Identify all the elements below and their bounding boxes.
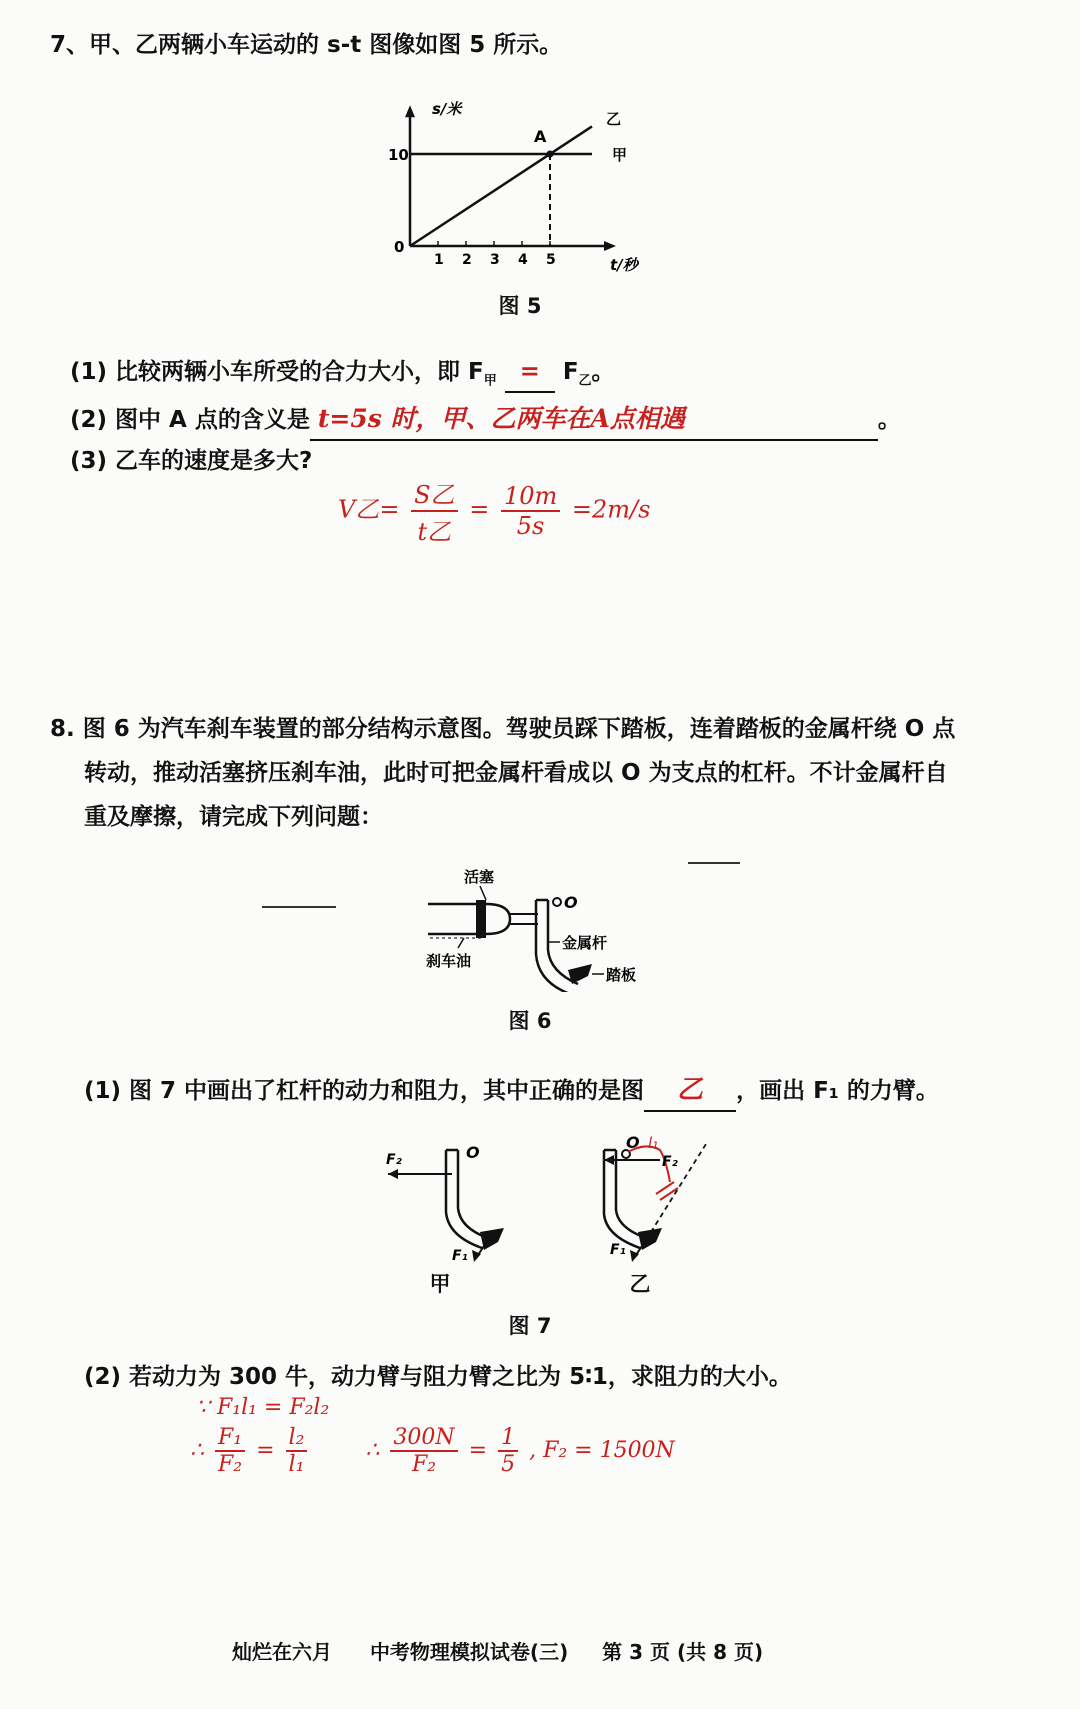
label-o: O	[466, 1143, 480, 1162]
q7-sub2-answer: t=5s 时，甲、乙两车在A点相遇	[317, 404, 685, 433]
ans-frac-1-num: S乙	[411, 475, 457, 512]
figure7-caption: 图 7	[508, 1314, 552, 1338]
ans-frac-l-den: l₁	[288, 1452, 305, 1477]
rod-right-edge	[616, 1150, 646, 1238]
ans-eq1: =	[469, 495, 490, 524]
label-l1: l₁	[648, 1134, 659, 1152]
ans-frac-1	[411, 475, 457, 547]
ans-therefore-2: ∴	[365, 1438, 380, 1463]
footer	[232, 1636, 763, 1665]
q7-sub1-sub-a: 甲	[483, 373, 497, 389]
q7-sub1-prefix: (1) 比较两辆小车所受的合力大小，即 F	[70, 359, 484, 385]
point-a-marker	[547, 151, 554, 158]
q7-sub1	[70, 352, 615, 393]
stray-dash-left	[262, 906, 336, 908]
stray-dash-right	[688, 862, 740, 864]
ans-frac-ratio-den: 5	[501, 1452, 516, 1477]
q7-sub2-blank[interactable]	[310, 400, 878, 441]
x-tick-label: 1	[434, 252, 444, 268]
series-line-yi	[410, 126, 592, 246]
figure7-left-caption: 甲	[429, 1272, 451, 1296]
q7-sub3-answer	[338, 475, 650, 547]
q7-sub2-prefix: (2) 图中 A 点的含义是	[70, 407, 310, 433]
label-f1: F₁	[610, 1242, 626, 1258]
q7-stem: 7、甲、乙两辆小车运动的 s-t 图像如图 5 所示。	[50, 32, 563, 58]
figure7-right-diagram	[600, 1130, 750, 1270]
x-tick-label: 2	[462, 252, 472, 268]
ans-frac-l-num: l₂	[286, 1425, 308, 1452]
ans-frac-300-den: F₂	[411, 1452, 437, 1477]
ans-result: =2m/s	[571, 495, 651, 524]
label-rod: 金属杆	[562, 934, 608, 952]
x-tick-label: 4	[518, 252, 528, 268]
footer-middle: 中考物理模拟试卷(三)	[369, 1640, 569, 1664]
pedal-shape	[568, 964, 592, 984]
q7-sub1-end: 。	[591, 359, 615, 385]
figure5-chart	[380, 90, 680, 280]
oil-leader	[458, 938, 464, 948]
q8-sub1	[84, 1070, 939, 1112]
q8-sub2: (2) 若动力为 300 牛，动力臂与阻力臂之比为 5∶1，求阻力的大小。	[84, 1364, 792, 1390]
label-f2: F₂	[662, 1154, 678, 1170]
line-yi-label: 乙	[606, 110, 622, 128]
ans-lhs: V乙=	[338, 495, 400, 524]
ans-frac-ratio-num: 1	[498, 1425, 518, 1452]
y-axis-label: s/米	[432, 100, 462, 118]
ans-frac-2-num: 10m	[501, 482, 560, 512]
x-axis-label: t/秒	[610, 256, 638, 274]
lever-arm-mark	[656, 1182, 678, 1200]
ans-frac-ratio	[498, 1425, 518, 1477]
ans-eq-b: =	[468, 1438, 488, 1463]
q7-sub1-blank[interactable]	[505, 352, 555, 393]
q7-sub3: (3) 乙车的速度是多大?	[70, 448, 313, 474]
f2-arrow-head	[604, 1155, 614, 1165]
ans-frac-300-num: 300N	[390, 1425, 457, 1452]
label-oil: 刹车油	[426, 952, 472, 970]
footer-left: 灿烂在六月	[232, 1640, 332, 1664]
y-axis-arrow	[405, 105, 415, 117]
ans-frac-2	[501, 482, 560, 540]
ans-eq-a: =	[256, 1438, 275, 1463]
q8-stem-line3: 重及摩擦，请完成下列问题：	[84, 804, 383, 830]
q8-stem-line1: 8. 图 6 为汽车刹车装置的部分结构示意图。驾驶员踩下踏板，连着踏板的金属杆绕 O 点	[50, 716, 956, 742]
q8-sub1-blank[interactable]	[644, 1070, 736, 1112]
q8-ans-line1: ∵ F₁l₁ = F₂l₂	[196, 1395, 330, 1420]
ans-frac-f	[215, 1425, 245, 1477]
q7-sub1-sub-b: 乙	[578, 373, 592, 389]
q8-sub1-prefix: (1) 图 7 中画出了杠杆的动力和阻力，其中正确的是图	[84, 1078, 645, 1104]
label-pedal: 踏板	[606, 966, 637, 984]
q7-sub1-f2: F	[562, 359, 579, 385]
q8-ans-line2	[190, 1425, 675, 1477]
ans-frac-f-num: F₁	[215, 1425, 245, 1452]
figure6-diagram	[420, 862, 650, 992]
figure7-right-caption: 乙	[629, 1272, 651, 1296]
q7-sub2	[70, 400, 901, 441]
pivot-o	[553, 898, 561, 906]
f2-arrow-head	[388, 1169, 398, 1179]
point-a-label: A	[534, 127, 547, 146]
piston-leader	[480, 886, 486, 900]
piston-plate	[476, 900, 486, 938]
q7-sub1-answer: =	[519, 356, 540, 385]
ans-frac-f-den: F₂	[218, 1452, 243, 1477]
ans-result: , F₂ = 1500N	[529, 1438, 675, 1463]
piston-head	[486, 904, 510, 934]
x-tick-label: 5	[546, 252, 556, 268]
figure7-left-diagram	[380, 1136, 530, 1266]
label-o: O	[626, 1133, 640, 1152]
line-jia-label: 甲	[612, 146, 628, 164]
footer-right: 第 3 页 (共 8 页)	[602, 1640, 764, 1664]
label-f2: F₂	[386, 1152, 402, 1168]
q8-sub1-answer: 乙	[677, 1075, 704, 1105]
q7-sub2-end: 。	[877, 407, 901, 433]
label-f1: F₁	[452, 1248, 468, 1264]
rod-right-edge	[458, 1150, 488, 1238]
q8-sub1-suffix: ，画出 F₁ 的力臂。	[736, 1078, 939, 1104]
label-o: O	[564, 893, 578, 912]
ans-frac-2-den: 5s	[516, 512, 545, 540]
x-tick-label: 3	[490, 252, 500, 268]
label-piston: 活塞	[464, 868, 495, 886]
y-tick-label: 10	[388, 146, 409, 164]
ans-therefore: ∴	[190, 1438, 204, 1463]
x-axis-arrow	[604, 241, 616, 251]
figure6-caption: 图 6	[508, 1009, 552, 1033]
figure5-caption: 图 5	[498, 294, 542, 318]
ans-frac-1-den: t乙	[417, 518, 452, 546]
ans-frac-300	[390, 1425, 457, 1477]
ans-frac-l	[286, 1425, 308, 1477]
origin-label: 0	[394, 238, 405, 256]
q8-stem-line2: 转动，推动活塞挤压刹车油，此时可把金属杆看成以 O 为支点的杠杆。不计金属杆自	[84, 760, 948, 786]
